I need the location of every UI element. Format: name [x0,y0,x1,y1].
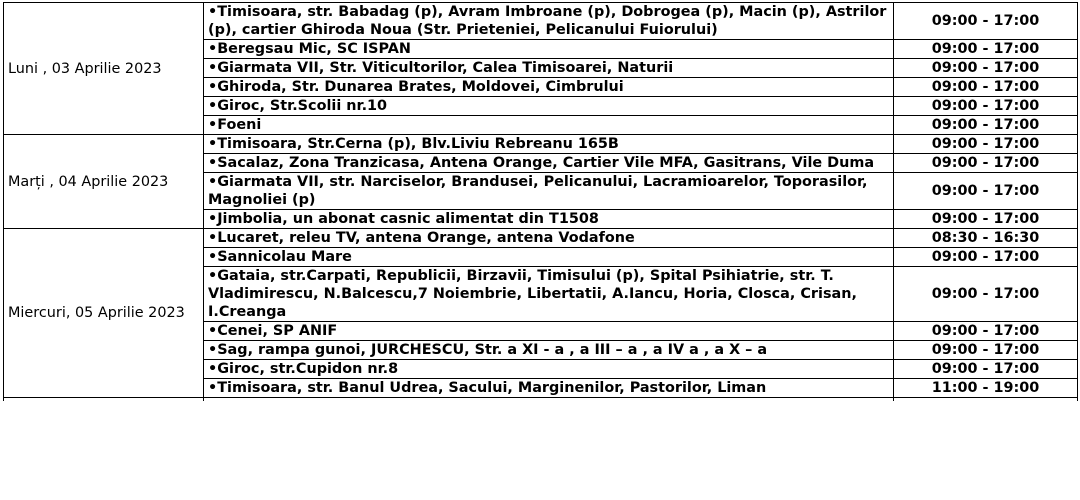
location-cell: •Sag, rampa gunoi, JURCHESCU, Str. a XI - a , a III – a , a IV a , a X – a [204,341,894,360]
location-cell: •Cenei, SP ANIF [204,322,894,341]
table-row [4,3,1078,40]
time-cell: 09:00 - 17:00 [894,78,1078,97]
time-cell: 09:00 - 17:00 [894,3,1078,40]
time-cell: 09:00 - 17:00 [894,97,1078,116]
time-cell: 09:00 - 17:00 [894,116,1078,135]
empty-cell [894,398,1078,402]
outage-schedule-table [3,2,1078,401]
empty-cell [204,398,894,402]
location-cell: •Giroc, Str.Scolii nr.10 [204,97,894,116]
time-cell: 09:00 - 17:00 [894,248,1078,267]
day-cell: Marți , 04 Aprilie 2023 [4,135,204,229]
location-cell: •Giarmata VII, Str. Viticultorilor, Calea Timisoarei, Naturii [204,59,894,78]
time-cell: 09:00 - 17:00 [894,322,1078,341]
time-cell: 09:00 - 17:00 [894,210,1078,229]
location-cell: •Ghiroda, Str. Dunarea Brates, Moldovei, Cimbrului [204,78,894,97]
location-cell: •Sannicolau Mare [204,248,894,267]
time-cell: 09:00 - 17:00 [894,360,1078,379]
day-cell: Luni , 03 Aprilie 2023 [4,3,204,135]
time-cell: 09:00 - 17:00 [894,341,1078,360]
time-cell: 09:00 - 17:00 [894,267,1078,322]
time-cell: 08:30 - 16:30 [894,229,1078,248]
time-cell: 11:00 - 19:00 [894,379,1078,398]
location-cell: •Giarmata VII, str. Narciselor, Brandusei, Pelicanului, Lacramioarelor, Toporasilor, Magnoliei (p) [204,173,894,210]
table-row-cut [4,398,1078,402]
location-cell: •Giroc, str.Cupidon nr.8 [204,360,894,379]
day-cell: Miercuri, 05 Aprilie 2023 [4,229,204,398]
location-cell: •Sacalaz, Zona Tranzicasa, Antena Orange, Cartier Vile MFA, Gasitrans, Vile Duma [204,154,894,173]
location-cell: •Lucaret, releu TV, antena Orange, antena Vodafone [204,229,894,248]
time-cell: 09:00 - 17:00 [894,173,1078,210]
empty-cell [4,398,204,402]
location-cell: •Beregsau Mic, SC ISPAN [204,40,894,59]
table-row [4,229,1078,248]
location-cell: •Timisoara, str. Banul Udrea, Sacului, Marginenilor, Pastorilor, Liman [204,379,894,398]
location-cell: •Jimbolia, un abonat casnic alimentat din T1508 [204,210,894,229]
location-cell: •Foeni [204,116,894,135]
time-cell: 09:00 - 17:00 [894,135,1078,154]
location-cell: •Timisoara, Str.Cerna (p), Blv.Liviu Rebreanu 165B [204,135,894,154]
time-cell: 09:00 - 17:00 [894,154,1078,173]
time-cell: 09:00 - 17:00 [894,40,1078,59]
location-cell: •Gataia, str.Carpati, Republicii, Birzavii, Timisului (p), Spital Psihiatrie, str. T. Vladimirescu, N.Balcescu,7 Noiembrie, Libertatii, A.Iancu, Horia, Closca, Crisan, I.Creanga [204,267,894,322]
location-cell: •Timisoara, str. Babadag (p), Avram Imbroane (p), Dobrogea (p), Macin (p), Astrilor (p), cartier Ghiroda Noua (Str. Prieteniei, Pelicanului Fuiorului) [204,3,894,40]
table-row [4,135,1078,154]
time-cell: 09:00 - 17:00 [894,59,1078,78]
